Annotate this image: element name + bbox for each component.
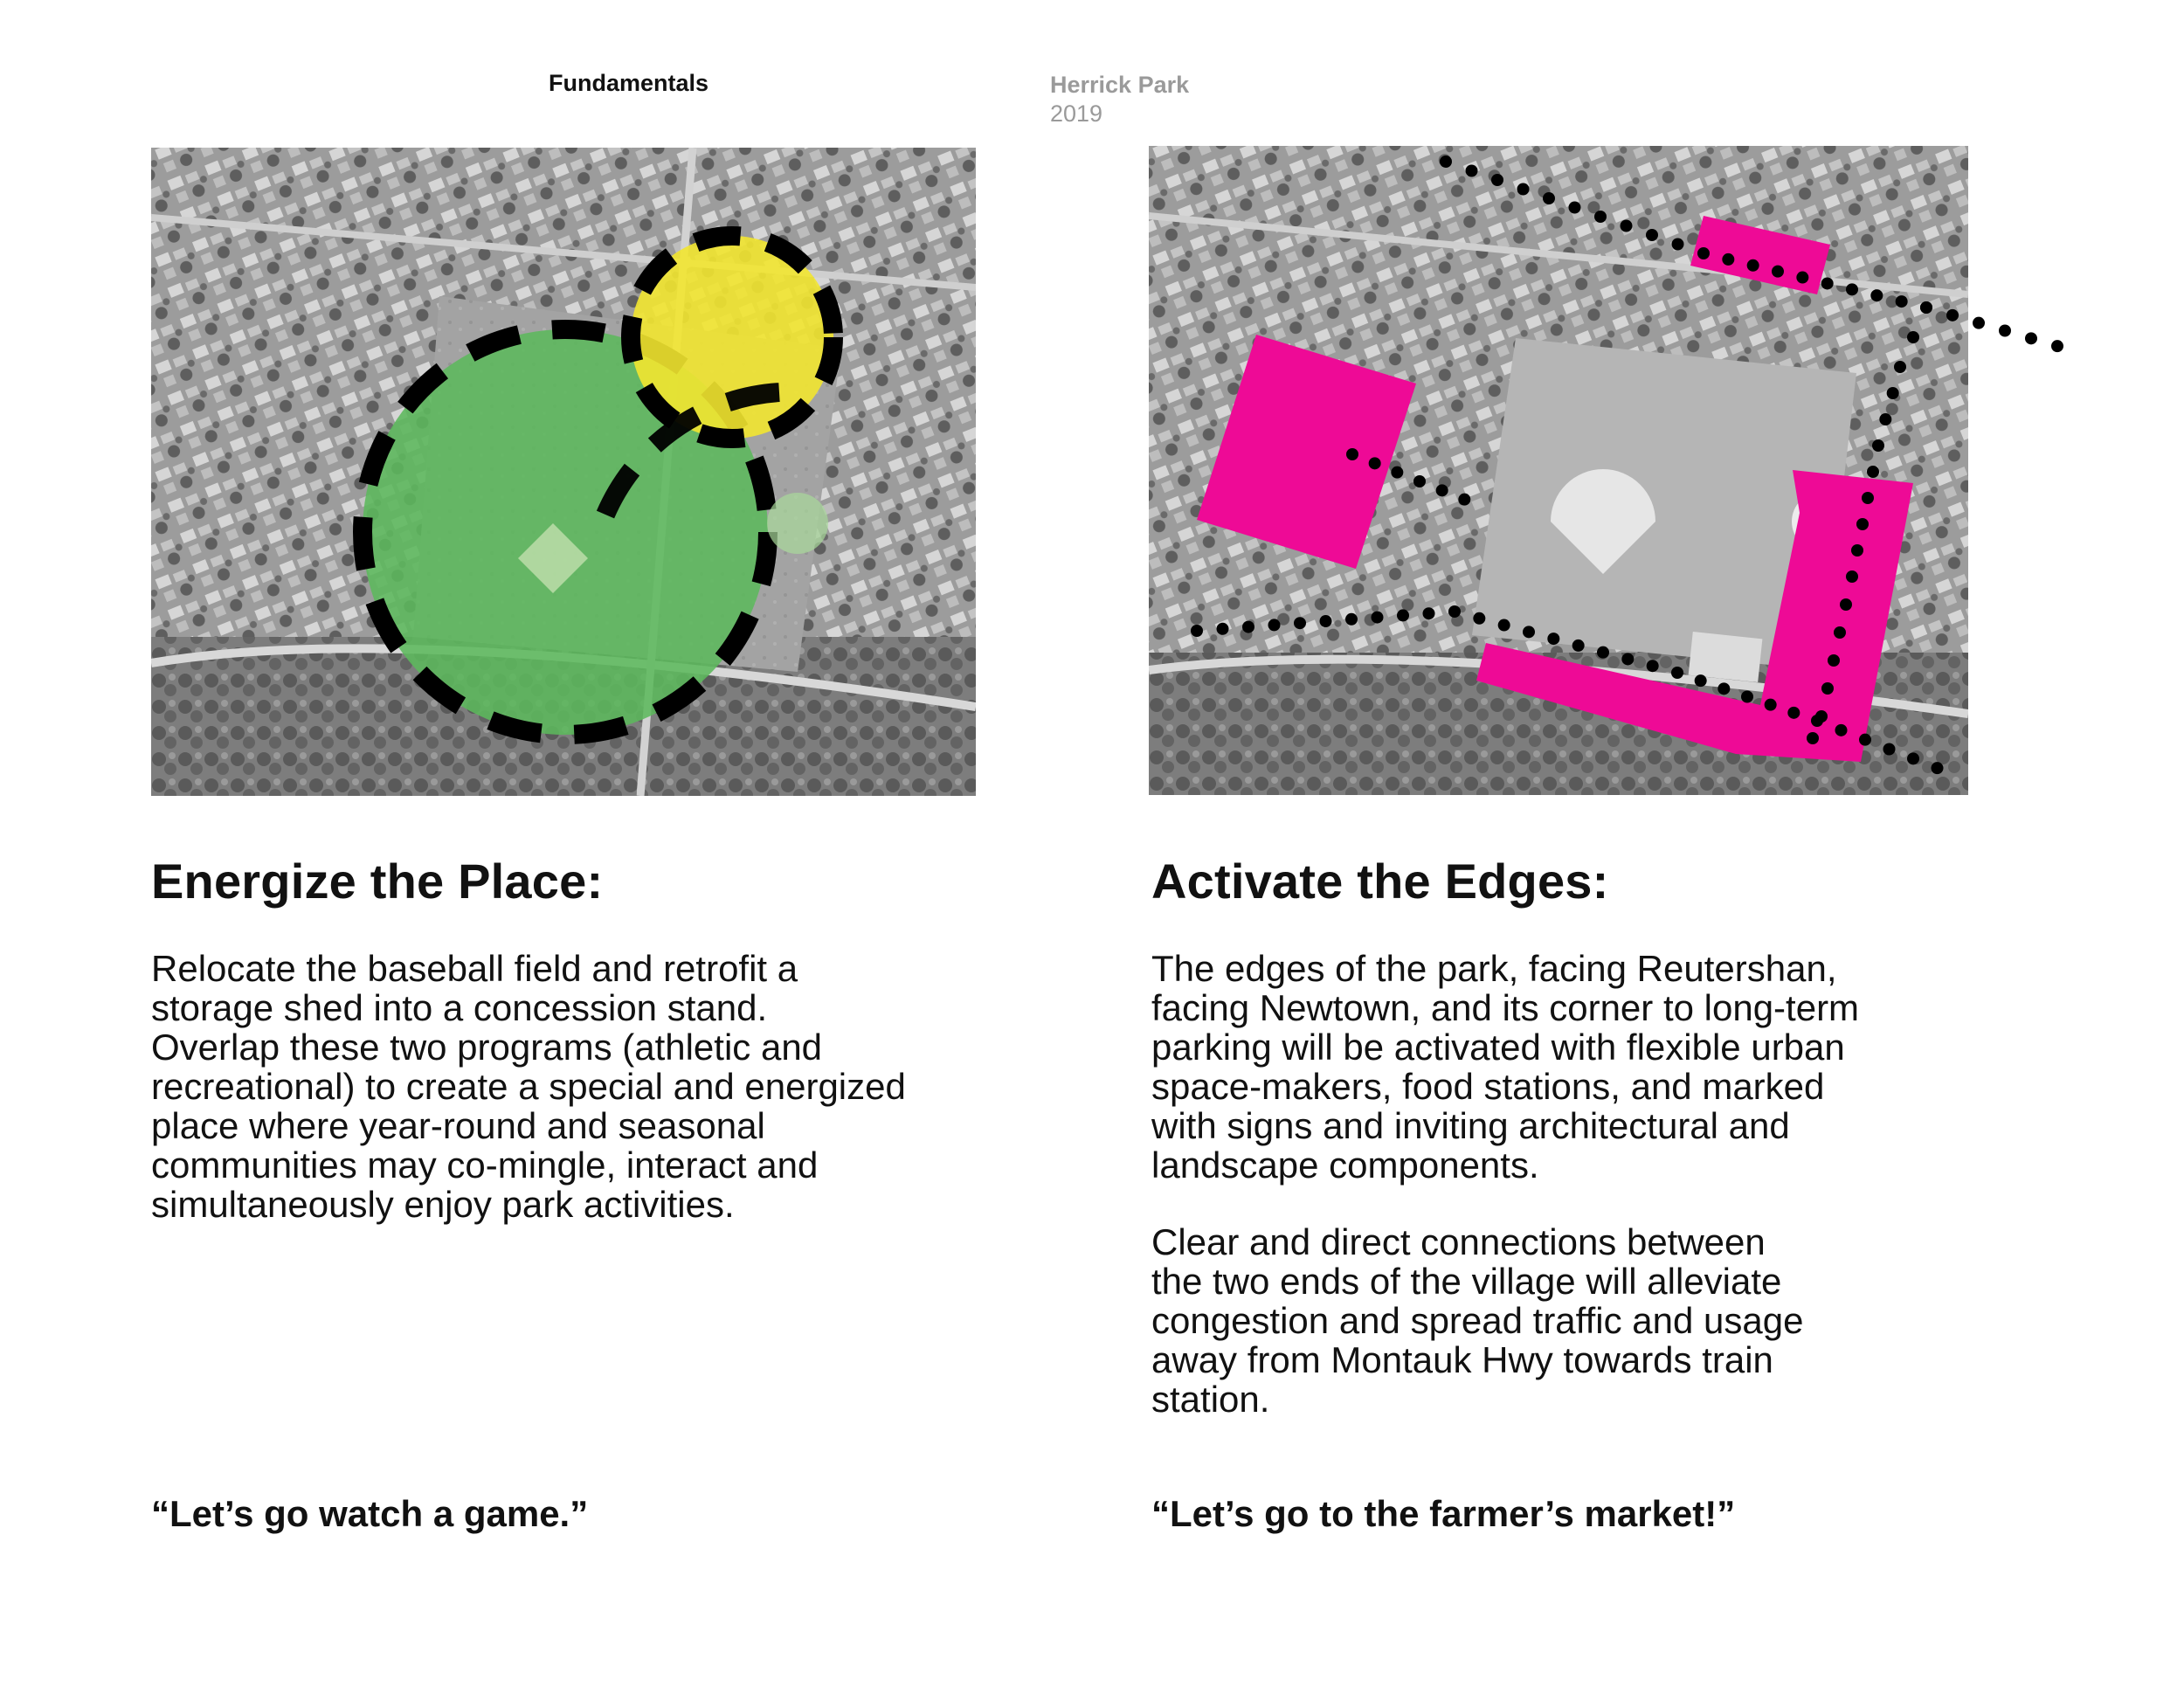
- path-north-dot: [2025, 332, 2037, 344]
- aerial-photo-left: [151, 148, 976, 796]
- activate-diagram: [1149, 146, 1968, 795]
- right-quote: “Let’s go to the farmer’s market!”: [1151, 1493, 1736, 1534]
- right-body-1: The edges of the park, facing Reutershan, facing Newtown, and its corner to long-term parking will be activated with flexible urban space-makers, food stations, and marked with signs and inviting architectural and landscape components.: [1151, 948, 1860, 1186]
- header-project-name: Herrick Park: [1050, 72, 1190, 98]
- path-north-dot: [1999, 325, 2011, 337]
- right-body-2: Clear and direct connections between the two ends of the village will alleviate congestion and spread traffic and usage away from Montauk Hwy towards train station.: [1151, 1221, 1804, 1420]
- path-north-dot: [2051, 340, 2063, 352]
- energize-diagram: [151, 148, 976, 796]
- left-body: Relocate the baseball field and retrofit a storage shed into a concession stand. Overlap these two programs (athletic and recreational) to create a special and energized place where year-round and seasonal communities may co-mingle, interact and simultaneously enjoy park activities.: [151, 948, 906, 1225]
- left-heading: Energize the Place:: [151, 854, 604, 909]
- left-quote: “Let’s go watch a game.”: [151, 1493, 589, 1534]
- path-north-dot: [1973, 317, 1985, 329]
- header-year: 2019: [1050, 100, 1103, 127]
- right-heading: Activate the Edges:: [1151, 854, 1609, 909]
- aerial-photo-right: [1149, 146, 1968, 795]
- header-section-title: Fundamentals: [549, 70, 709, 96]
